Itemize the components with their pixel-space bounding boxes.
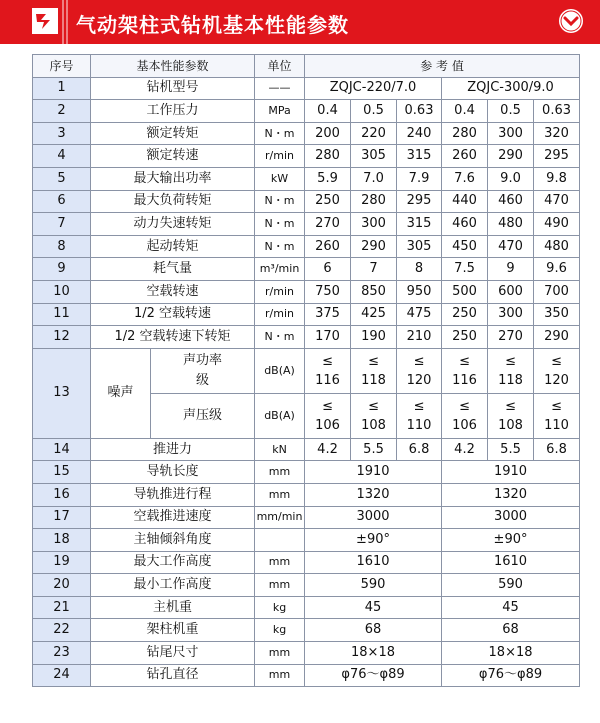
value-cell: 315 [397,145,442,168]
param-name: 最小工作高度 [91,574,255,597]
value-cell [305,393,351,438]
value: 106 [315,417,340,433]
spec-table [32,54,580,687]
value-cell [397,393,442,438]
value-cell: 5.9 [305,167,351,190]
value-cell: 700 [534,280,580,303]
value-cell: ZQJC-220/7.0 [305,77,442,100]
table-row [33,551,580,574]
value-cell: 480 [534,235,580,258]
unit: N・m [255,235,305,258]
unit: mm [255,574,305,597]
value-cell: 295 [397,190,442,213]
unit: r/min [255,145,305,168]
row-number: 4 [33,145,91,168]
table-row [33,461,580,484]
value-cell: 0.5 [351,100,397,123]
value-cell: 3000 [442,506,580,529]
row-number: 10 [33,280,91,303]
value-cell: 470 [534,190,580,213]
unit: MPa [255,100,305,123]
table-row [33,326,580,349]
unit: dB(A) [255,393,305,438]
header-ref: 参 考 值 [305,55,580,78]
row-number: 7 [33,213,91,236]
table-row [33,100,580,123]
value-cell: 9 [488,258,534,281]
value-cell [534,393,580,438]
value-cell: 210 [397,326,442,349]
param-name: 耗气量 [91,258,255,281]
value-cell: 750 [305,280,351,303]
value-cell: 300 [351,213,397,236]
value-cell: 3000 [305,506,442,529]
row-number: 20 [33,574,91,597]
value-cell: 375 [305,303,351,326]
row-number: 2 [33,100,91,123]
param-name: 主机重 [91,596,255,619]
value-cell: ±90° [442,529,580,552]
table-row [33,235,580,258]
le-symbol: ≤ [413,353,425,369]
unit: m³/min [255,258,305,281]
value-cell: 250 [442,303,488,326]
value-cell: φ76～φ89 [442,664,580,687]
table-row [33,167,580,190]
value-cell: 950 [397,280,442,303]
title-banner [0,0,600,44]
le-symbol: ≤ [322,398,333,414]
value-cell: 45 [305,596,442,619]
value-cell: 7.6 [442,167,488,190]
table-row [33,280,580,303]
value-cell: 18×18 [442,642,580,665]
table-header-row [33,55,580,78]
value-cell: 7.9 [397,167,442,190]
row-number: 21 [33,596,91,619]
param-name: 动力失速转矩 [91,213,255,236]
table-row [33,145,580,168]
value-cell: 270 [488,326,534,349]
value-cell: 0.63 [534,100,580,123]
value: 108 [498,417,523,433]
table-row [33,438,580,461]
row-number: 17 [33,506,91,529]
value-cell: 280 [305,145,351,168]
value: 118 [498,372,523,388]
value-cell: 7.5 [442,258,488,281]
value-cell: 300 [488,122,534,145]
chevron-down-icon[interactable] [556,6,586,36]
param-name: 最大工作高度 [91,551,255,574]
unit: mm [255,461,305,484]
table-row [33,664,580,687]
value-cell: 7 [351,258,397,281]
value-cell: 305 [351,145,397,168]
param-name: 1/2 空载转速 [91,303,255,326]
value-cell: 290 [488,145,534,168]
value-cell: 1320 [442,483,580,506]
value-cell [534,348,580,393]
sub-param-name: 声压级 [151,393,255,438]
value-cell: 425 [351,303,397,326]
le-symbol: ≤ [459,353,470,369]
value-cell: ZQJC-300/9.0 [442,77,580,100]
value-cell: 190 [351,326,397,349]
value-cell: φ76～φ89 [305,664,442,687]
param-name: 架柱机重 [91,619,255,642]
row-number: 12 [33,326,91,349]
value-cell: 18×18 [305,642,442,665]
unit: kW [255,167,305,190]
value-cell: 290 [351,235,397,258]
unit: N・m [255,122,305,145]
header-unit: 单位 [255,55,305,78]
table-row [33,348,580,393]
value-cell: 1910 [442,461,580,484]
unit: dB(A) [255,348,305,393]
param-name: 额定转速 [91,145,255,168]
unit: mm [255,551,305,574]
unit: r/min [255,280,305,303]
row-number: 6 [33,190,91,213]
value-cell: 0.5 [488,100,534,123]
value-cell: 220 [351,122,397,145]
row-number: 11 [33,303,91,326]
decorative-stripes [62,0,70,44]
table-row [33,506,580,529]
value-cell: 460 [442,213,488,236]
unit: kN [255,438,305,461]
param-name: 最大输出功率 [91,167,255,190]
value-cell: 260 [442,145,488,168]
value: 106 [452,417,477,433]
value-cell: 9.8 [534,167,580,190]
param-name: 空载推进速度 [91,506,255,529]
value-cell: 320 [534,122,580,145]
row-number: 5 [33,167,91,190]
value-cell: 68 [442,619,580,642]
row-number: 19 [33,551,91,574]
param-name: 导轨推进行程 [91,483,255,506]
param-name: 推进力 [91,438,255,461]
table-row [33,596,580,619]
param-name: 起动转矩 [91,235,255,258]
table-row [33,213,580,236]
param-name: 最大负荷转矩 [91,190,255,213]
row-number: 9 [33,258,91,281]
value-cell: 0.4 [442,100,488,123]
value-cell: 6 [305,258,351,281]
value-cell: 170 [305,326,351,349]
value-cell: 9.6 [534,258,580,281]
param-name: 工作压力 [91,100,255,123]
unit: —— [255,77,305,100]
value-cell [442,393,488,438]
row-number: 13 [33,348,91,438]
le-symbol: ≤ [505,353,516,369]
value: 120 [544,372,569,388]
le-symbol: ≤ [413,398,425,414]
row-number: 3 [33,122,91,145]
le-symbol: ≤ [551,398,562,414]
value-cell: 260 [305,235,351,258]
le-symbol: ≤ [459,398,470,414]
value-cell: 270 [305,213,351,236]
value-cell: 280 [442,122,488,145]
table-row [33,574,580,597]
value-cell: 470 [488,235,534,258]
value-cell: 1610 [442,551,580,574]
value-cell: 6.8 [397,438,442,461]
value-cell: 440 [442,190,488,213]
table-row [33,483,580,506]
value-cell: 9.0 [488,167,534,190]
value-cell: 0.63 [397,100,442,123]
value-cell: 460 [488,190,534,213]
value-cell: 8 [397,258,442,281]
unit: mm/min [255,506,305,529]
value-cell: 450 [442,235,488,258]
param-name: 1/2 空载转速下转矩 [91,326,255,349]
header-param: 基本性能参数 [91,55,255,78]
value-cell: 850 [351,280,397,303]
param-name: 钻孔直径 [91,664,255,687]
value-cell: 45 [442,596,580,619]
table-row [33,77,580,100]
unit: mm [255,642,305,665]
value-cell: 600 [488,280,534,303]
table-row [33,529,580,552]
value: 116 [315,372,340,388]
page-title: 气动架柱式钻机基本性能参数 [76,13,349,37]
value-cell: 315 [397,213,442,236]
value-cell: 240 [397,122,442,145]
row-number: 23 [33,642,91,665]
row-number: 16 [33,483,91,506]
row-number: 14 [33,438,91,461]
row-number: 8 [33,235,91,258]
param-name: 空载转速 [91,280,255,303]
value-cell: 500 [442,280,488,303]
param-name: 导轨长度 [91,461,255,484]
unit: kg [255,619,305,642]
value-cell [351,348,397,393]
header-no: 序号 [33,55,91,78]
row-number: 22 [33,619,91,642]
value: 120 [406,372,432,388]
value-cell: 1320 [305,483,442,506]
row-number: 15 [33,461,91,484]
table-row [33,619,580,642]
le-symbol: ≤ [368,353,379,369]
value-cell: 305 [397,235,442,258]
table-row [33,303,580,326]
value-cell [305,348,351,393]
param-name: 主轴倾斜角度 [91,529,255,552]
value-cell [397,348,442,393]
value-cell: 295 [534,145,580,168]
value-cell: ±90° [305,529,442,552]
value: 116 [452,372,477,388]
le-symbol: ≤ [505,398,516,414]
unit: mm [255,664,305,687]
value-cell: 250 [305,190,351,213]
le-symbol: ≤ [551,353,562,369]
sub-param-name: 声功率级 [151,348,255,393]
value-cell [488,393,534,438]
unit: kg [255,596,305,619]
unit: r/min [255,303,305,326]
unit: N・m [255,190,305,213]
value-cell: 1910 [305,461,442,484]
row-number: 1 [33,77,91,100]
unit: N・m [255,213,305,236]
value: 108 [361,417,386,433]
value-cell: 300 [488,303,534,326]
table-row [33,190,580,213]
value-cell: 350 [534,303,580,326]
value-cell: 6.8 [534,438,580,461]
value-cell: 68 [305,619,442,642]
value-cell: 1610 [305,551,442,574]
le-symbol: ≤ [322,353,333,369]
value-cell: 590 [305,574,442,597]
value-cell: 490 [534,213,580,236]
value-cell: 4.2 [305,438,351,461]
value: 110 [544,417,569,433]
logo-icon [32,8,58,34]
table-row [33,258,580,281]
value-cell: 475 [397,303,442,326]
param-name: 钻尾尺寸 [91,642,255,665]
value-cell: 590 [442,574,580,597]
unit [255,529,305,552]
value-cell [442,348,488,393]
le-symbol: ≤ [368,398,379,414]
value-cell: 5.5 [351,438,397,461]
value: 110 [406,417,432,433]
unit: N・m [255,326,305,349]
table-row [33,642,580,665]
value-cell: 290 [534,326,580,349]
value-cell: 5.5 [488,438,534,461]
unit: mm [255,483,305,506]
param-name: 钻机型号 [91,77,255,100]
value-cell: 280 [351,190,397,213]
value-cell: 200 [305,122,351,145]
table-row [33,122,580,145]
param-name: 额定转矩 [91,122,255,145]
value-cell: 7.0 [351,167,397,190]
param-name: 噪声 [91,348,151,438]
value-cell: 4.2 [442,438,488,461]
value-cell: 0.4 [305,100,351,123]
value-cell: 480 [488,213,534,236]
row-number: 24 [33,664,91,687]
value: 118 [361,372,386,388]
value-cell [351,393,397,438]
value-cell [488,348,534,393]
row-number: 18 [33,529,91,552]
value-cell: 250 [442,326,488,349]
